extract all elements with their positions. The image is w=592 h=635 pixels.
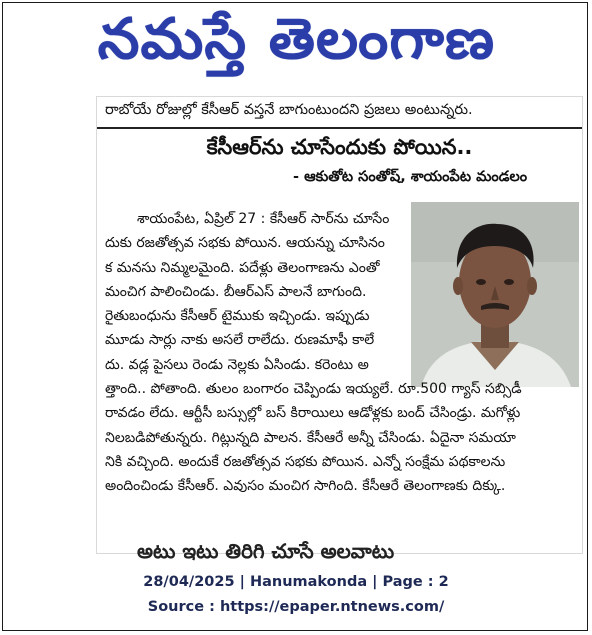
article-body-line: నికి వచ్చింది. అందుకే రజతోత్సవ సభకు పోయిన. ఎన్నో సంక్షేమ పథకాలను: [105, 453, 506, 470]
source-line: Source : https://epaper.ntnews.com/: [147, 599, 445, 615]
article-byline: - ఆకుతోట సంతోష్, శాయంపేట మండలం: [293, 169, 528, 185]
article-headline: కేసీఆర్‌ను చూసేందుకు పోయిన..: [206, 135, 473, 159]
article-body-line: అందించిండు కేసీఆర్. ఎవుసం మంచిగ సాగింది. కేసీఆరే తెలంగాణకు దిక్కు.: [105, 478, 506, 495]
article-body-line: క మనసు నిమ్మలమైంది. పదేళ్లు తెలంగాణను ఎంతో: [105, 259, 380, 276]
article-body-line: రావడం లేదు. ఆర్టీసీ బస్సుల్లో బస్ కిరాయిలు ఆడోళ్లకు బంద్ చేసిండ్రు. మగోళ్లు: [105, 405, 521, 422]
article-top-line: రాబోయే రోజుల్లో కేసీఆర్ వస్తనే బాగుంటుందని ప్రజలు అంటున్నరు.: [105, 102, 473, 118]
article-body-line: మూడు సార్లు నాకు అసలే రాలేదు. రుణమాఫీ కాలే: [105, 332, 375, 349]
article-clipping: [97, 97, 582, 563]
cut-off-heading: [137, 539, 557, 563]
article-body: [105, 207, 579, 499]
divider-rule: [97, 127, 582, 129]
article-body-line: నిలబడిపోతున్నరు. గిట్లున్నది పాలన. కేసీఆరే అన్నీ చేసిండు. ఏదైనా సమయా: [105, 429, 516, 446]
article-body-line: శాయంపేట, ఏప్రిల్ 27 : కేసీఆర్ సార్‌ను చూసేం: [137, 211, 390, 227]
article-body-line: దు. వడ్ల పైసలు రెండు నెల్లకు ఏసిండు. కరెంటు అ: [105, 356, 369, 373]
article-body-line: మంచిగ పాలించిండు. బీఆర్‌ఎస్ పాలనే బాగుంది.: [105, 283, 367, 300]
cut-off-heading-text: అటు ఇటు తిరిగి చూసే అలవాటు: [137, 539, 395, 563]
newspaper-masthead: [0, 6, 592, 86]
article-body-line: దుకు రజతోత్సవ సభకు పోయిన. ఆయన్ను చూసినం: [105, 235, 385, 252]
edition-line: 28/04/2025 | Hanumakonda | Page : 2: [143, 574, 449, 590]
clipping-footer: [0, 570, 592, 620]
article-body-line: రైతుబంధును కేసీఆర్ టైముకు ఇచ్చిండు. ఇప్పుడు: [105, 308, 370, 325]
article-body-line: త్తాంది.. పోతాంది. తులం బంగారం చెప్పిండు ఇయ్యలే. రూ.500 గ్యాస్ సబ్సిడీ: [105, 381, 522, 398]
masthead-title: నమస్తే తెలంగాణ: [97, 6, 495, 72]
